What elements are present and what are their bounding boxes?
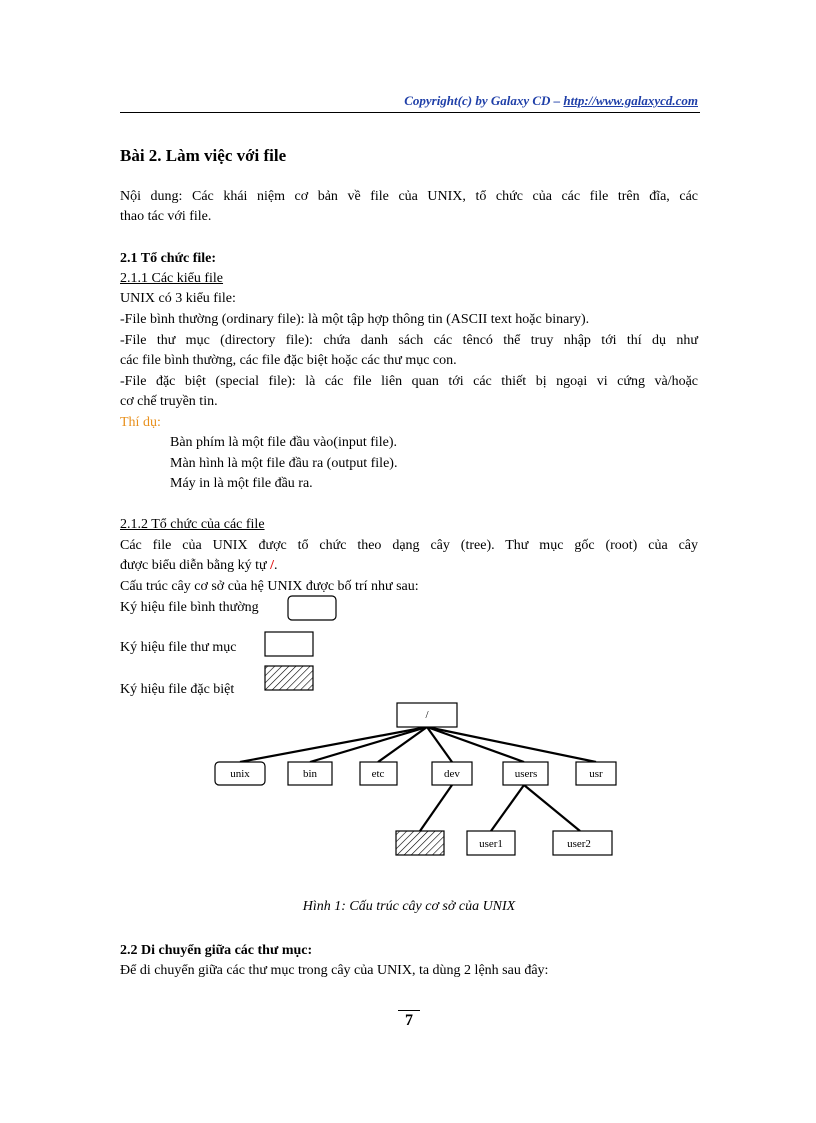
legend-special-label: Ký hiệu file đặc biệt — [120, 682, 235, 697]
example-item: Màn hình là một file đầu ra (output file). — [170, 456, 398, 471]
section-2-1-2-heading: 2.1.2 Tổ chức của các file — [120, 517, 265, 532]
example-item: Máy in là một file đầu ra. — [170, 476, 313, 491]
types-intro: UNIX có 3 kiểu file: — [120, 291, 236, 306]
directory-file-desc-2: các file bình thường, các file đặc biệt hoặc các thư mục con. — [120, 353, 457, 368]
root-symbol: / — [270, 558, 274, 573]
section-2-1-1-heading: 2.1.1 Các kiểu file — [120, 271, 224, 286]
legend-directory-symbol — [265, 632, 313, 656]
special-file-desc-2: cơ chế truyền tin. — [120, 394, 218, 409]
directory-file-desc-1: -File thư mục (directory file): chứa danh sách các têncó thể truy nhập tới thí dụ như — [120, 333, 698, 348]
site-link[interactable]: http://www.galaxycd.com — [563, 93, 698, 108]
lesson-title: Bài 2. Làm việc với file — [120, 146, 287, 165]
example-label: Thí dụ: — [120, 415, 161, 430]
example-item: Bàn phím là một file đầu vào(input file). — [170, 435, 398, 450]
tree-node-special-device — [396, 831, 444, 855]
organization-text-end: . — [274, 558, 278, 573]
tree-node-label: usr — [589, 768, 603, 780]
intro-line-2: thao tác với file. — [120, 209, 212, 224]
tree-node-label: user2 — [567, 838, 591, 850]
structure-intro: Cấu trúc cây cơ sở của hệ UNIX được bố trí như sau: — [120, 579, 419, 594]
copyright-text: Copyright(c) by Galaxy CD – — [404, 93, 564, 108]
special-file-desc-1: -File đặc biệt (special file): là các file liên quan tới các thiết bị ngoại vi cứng và/hoặc — [120, 374, 698, 389]
figure-caption: Hình 1: Cấu trúc cây cơ sở của UNIX — [302, 899, 516, 914]
tree-node-label: dev — [444, 768, 460, 780]
organization-text: được biểu diễn bằng ký tự — [120, 558, 271, 573]
section-2-1-heading: 2.1 Tổ chức file: — [120, 251, 217, 266]
section-2-2-text: Để di chuyển giữa các thư mục trong cây của UNIX, ta dùng 2 lệnh sau đây: — [120, 963, 549, 978]
tree-node-label: etc — [371, 768, 385, 780]
intro-line-1: Nội dung: Các khái niệm cơ bản về file của UNIX, tổ chức của các file trên đĩa, các — [120, 189, 698, 204]
legend-ordinary-symbol — [288, 596, 336, 620]
ordinary-file-desc: -File bình thường (ordinary file): là một tập hợp thông tin (ASCII text hoặc binary). — [120, 312, 590, 327]
organization-line-1: Các file của UNIX được tổ chức theo dạng cây (tree). Thư mục gốc (root) của cây — [120, 538, 698, 553]
page-number: 7 — [398, 1010, 420, 1031]
legend-directory-label: Ký hiệu file thư mục — [120, 640, 237, 655]
legend-special-symbol — [265, 666, 313, 690]
tree-node-label: / — [425, 709, 429, 721]
tree-node-label: users — [514, 768, 538, 780]
tree-node-label: user1 — [479, 838, 503, 850]
tree-node-label: unix — [230, 768, 250, 780]
tree-node-label: bin — [302, 768, 318, 780]
legend-ordinary-label: Ký hiệu file bình thường — [120, 600, 259, 615]
section-2-2-heading: 2.2 Di chuyển giữa các thư mục: — [120, 943, 313, 958]
